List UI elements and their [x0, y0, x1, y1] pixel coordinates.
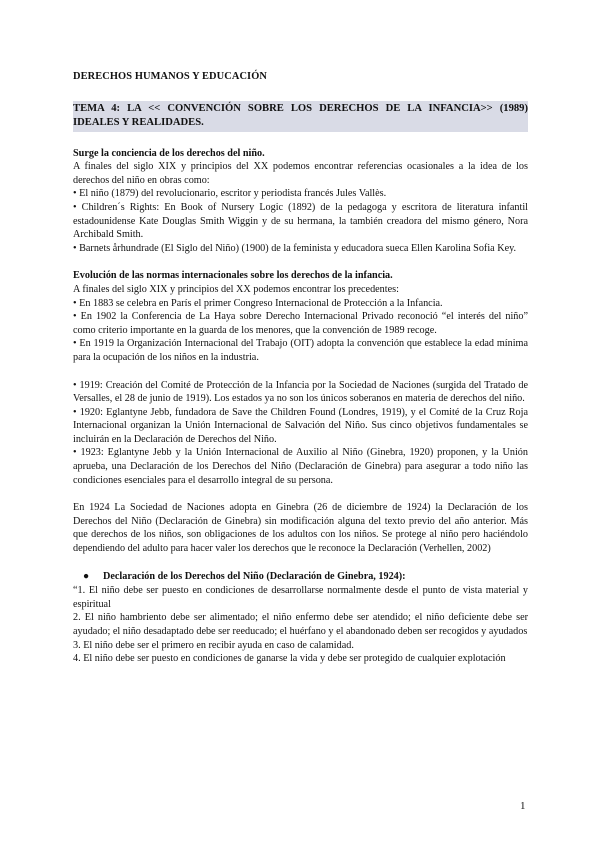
- list-item: 2. El niño hambriento debe ser alimentado; el niño enfermo debe ser atendido; el niño deficiente debe ser ayudado; el niño desadaptado debe ser reeducado; el huérfano y el abandonado deben ser recogidos y ayudados: [73, 612, 528, 637]
- paragraph: • En 1883 se celebra en París el primer Congreso Internacional de Protección a la Infancia.: [73, 297, 443, 309]
- page-content: [73, 70, 528, 666]
- spacer: [73, 365, 528, 379]
- section5-heading-text: Declaración de los Derechos del Niño (Declaración de Ginebra, 1924):: [103, 570, 406, 582]
- paragraph: • En 1919 la Organización Internacional del Trabajo (OIT) adopta la convención que establece la edad mínima para la ocupación de los niños en la industria.: [73, 338, 528, 363]
- tema-title: TEMA 4: LA << CONVENCIÓN SOBRE LOS DERECHOS DE LA INFANCIA>> (1989) IDEALES Y REALIDADES.: [73, 101, 528, 132]
- document-title: DERECHOS HUMANOS Y EDUCACIÓN: [73, 71, 267, 82]
- section5-heading: [73, 570, 528, 584]
- paragraph: A finales del siglo XIX y principios del XX podemos encontrar referencias ocasionales a la idea de los derechos del niño en obras como:: [73, 161, 528, 186]
- spacer: [73, 255, 528, 269]
- section2-heading: Evolución de las normas internacionales sobre los derechos de la infancia.: [73, 270, 393, 282]
- paragraph: • 1920: Eglantyne Jebb, fundadora de Save the Children Found (Londres, 1919), y el Comité de la Cruz Roja Internacional organizan la Unión Internacional de Salvación del Niño. Sus cinco objetivos fundamentales se incluirán en la Declaración de Derechos del Niño.: [73, 406, 528, 445]
- spacer: [73, 556, 528, 570]
- paragraph: • El niño (1879) del revolucionario, escritor y periodista francés Jules Vallès.: [73, 188, 387, 200]
- list-item: 4. El niño debe ser puesto en condiciones de ganarse la vida y debe ser protegido de cualquier explotación: [73, 653, 506, 665]
- bullet-icon: ●: [83, 570, 90, 582]
- paragraph: En 1924 La Sociedad de Naciones adopta en Ginebra (26 de diciembre de 1924) la Declaración de los Derechos del Niño (Declaración de Ginebra) sin modificación alguna del texto previo del año anterior. Más que derechos de los niños, son obligaciones de los adultos con los niños. Se protege al niño pero haciéndolo dependiendo del adulto para hacer valer los derechos que le reconoce la Declaración (Verhellen, 2002): [73, 502, 528, 555]
- list-item: 3. El niño debe ser el primero en recibir ayuda en caso de calamidad.: [73, 639, 354, 651]
- section1-heading: Surge la conciencia de los derechos del niño.: [73, 147, 265, 159]
- page-number: 1: [520, 800, 526, 812]
- paragraph: • Barnets århundrade (El Siglo del Niño) (1900) de la feminista y educadora sueca Ellen Karolina Sofia Key.: [73, 242, 517, 254]
- spacer: [73, 487, 528, 501]
- paragraph: • En 1902 la Conferencia de La Haya sobre Derecho Internacional Privado reconoció “el interés del niño” como criterio importante en la guarda de los menores, que la convención de 1989 recoge.: [73, 311, 528, 336]
- paragraph: • 1919: Creación del Comité de Protección de la Infancia por la Sociedad de Naciones (surgida del Tratado de Versalles, el 28 de junio de 1919). Los estados ya no son los únicos soberanos en materia de derechos del niño.: [73, 379, 528, 405]
- list-item: “1. El niño debe ser puesto en condiciones de desarrollarse normalmente desde el punto de vista material y espiritual: [73, 585, 528, 610]
- paragraph: • 1923: Eglantyne Jebb y la Unión Internacional de Auxilio al Niño (Ginebra, 1920) proponen, y la Unión aprueba, una Declaración de los Derechos del Niño (Declaración de Ginebra) para asegurar a todo niño las condiciones esenciales para el desarrollo integral de su persona.: [73, 447, 528, 486]
- paragraph: • Children´s Rights: En Book of Nursery Logic (1892) de la pedagoga y escritora de literatura infantil estadounidense Kate Douglas Smith Wiggin y de su hermana, la también creadora del mismo género, Nora Archibald Smith.: [73, 201, 528, 241]
- paragraph: A finales del siglo XIX y principios del XX podemos encontrar los precedentes:: [73, 283, 399, 295]
